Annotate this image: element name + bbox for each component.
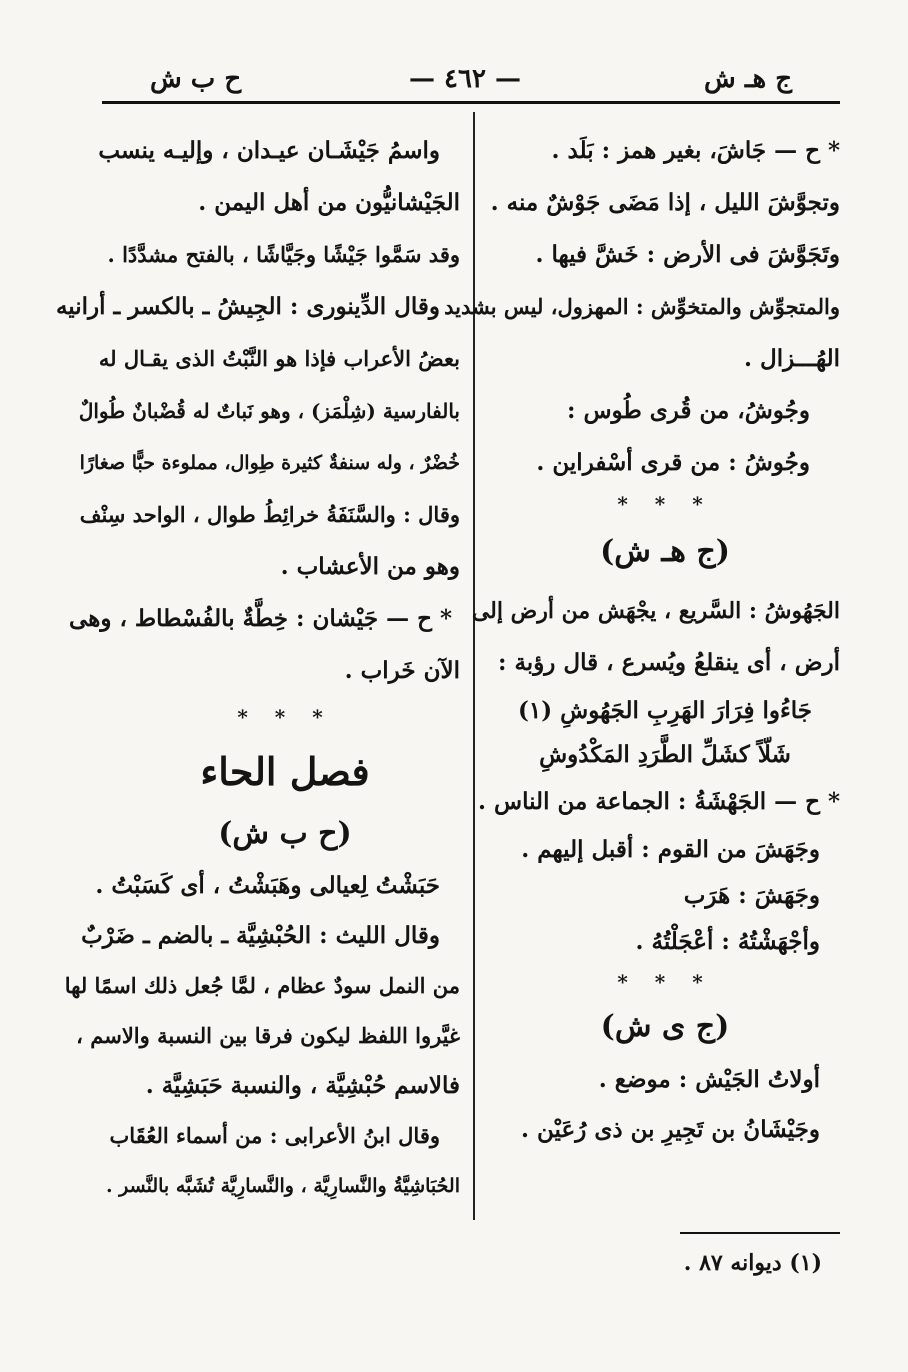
text-line: الحُبَاشِيَّةُ والنَّسارِيَّة ، والنَّسارِيَّة تُشَبَّه بالنَّسر . [105, 1175, 460, 1197]
text-line: الجَيْشانيُّون من أهل اليمن . [198, 189, 460, 216]
text-line: حَبَشْتُ لِعيالى وهَبَشْتُ ، أى كَسَبْتُ . [95, 872, 440, 899]
text-line: وجُوشُ، من قُرى طُوس : [566, 397, 810, 424]
text-line: غيَّروا اللفظ ليكون فرقا بين النسبة والاسم ، [76, 1023, 460, 1048]
text-line: وقد سَمَّوا جَيْشًا وجَيَّاشًا ، بالفتح مشدَّدًا . [107, 242, 460, 267]
text-line: أولاتُ الجَيْش : موضع . [598, 1066, 820, 1093]
text-line: وقال : والسَّنَفَةُ خرائِطُ طوال ، الواحد سِنْف [79, 502, 460, 527]
section-stars: * * * [617, 492, 713, 516]
text-line: * ح — الجَهْشَةُ : الجماعة من الناس . [478, 788, 840, 815]
entry-heading: (ج ى ش) [600, 1009, 730, 1044]
page-number: — ٤٦٢ — [408, 64, 522, 94]
header-rule [102, 101, 840, 104]
footnote: (١) ديوانه ٨٧ . [683, 1250, 822, 1276]
text-line: بعضُ الأعراب فإذا هو النَّبْتُ الذى يقـال له [98, 346, 460, 371]
left-column [55, 125, 460, 1211]
text-line: وجُوشُ : من قرى أسْفراين . [536, 449, 810, 476]
text-line: وجَهَشَ : هَرَب [683, 882, 820, 909]
text-line: وجَهَشَ من القوم : أقبل إليهم . [521, 836, 820, 863]
text-line: من النمل سودٌ عظام ، لمَّا جُعل ذلك اسمًا لها [64, 973, 460, 998]
column-divider [473, 112, 475, 1220]
header-root-left: ح ب ش [150, 64, 242, 94]
text-line: وقال الليث : الحُبْشِيَّة ـ بالضم ـ ضَرْبٌ [81, 922, 440, 949]
text-line: وتَجَوَّشَ فى الأرض : خَشَّ فيها . [535, 241, 840, 268]
text-line: واسمُ جَيْشَـان عيـدان ، وإليـه ينسب [98, 137, 440, 164]
text-line: وقال الدِّينورى : الجِيشُ ـ بالكسر ـ أرانيه [55, 293, 440, 320]
footnote-rule [680, 1232, 840, 1234]
text-line: الجَهُوشُ : السَّريع ، يجْهَش من أرض إلى [471, 598, 840, 624]
page-header [0, 60, 908, 100]
entry-heading: (ح ب ش) [218, 816, 352, 851]
text-line: وقال ابنُ الأعرابى : من أسماء العُقَاب [109, 1123, 440, 1148]
text-line: وهو من الأعشاب . [280, 553, 460, 580]
text-line: بالفارسية (شِلْمَز) ، وهو نَباتٌ له قُضْبانٌ طُوالٌ [78, 399, 460, 423]
text-line: الآن خَراب . [344, 657, 460, 684]
text-line: وجَيْشَانُ بن تَجِيرِ بن ذى رُعَيْن . [521, 1116, 820, 1143]
text-line: وتجوَّشَ الليل ، إذا مَضَى جَوْشٌ منه . [490, 189, 840, 216]
section-stars: * * * [617, 970, 713, 994]
text-line: * ح — جَيْشان : خِطَّةٌ بالفُسْطاط ، وهى [69, 605, 452, 632]
text-line: أرض ، أى ينقلعُ ويُسرع ، قال رؤبة : [497, 649, 840, 676]
text-line: * ح — جَاشَ، بغير همز : بَلَد . [551, 137, 840, 164]
text-line: خُضْرٌ ، وله سنفةٌ كثيرة طِوال، مملوءة حبًّا صغارًا [79, 452, 460, 474]
section-stars: * * * [237, 705, 333, 729]
section-title: فصل الحاء [200, 749, 370, 794]
verse-line: شَلّاً كشَلِّ الطَّرَدِ المَكْدُوشِ [539, 741, 791, 768]
text-line: والمتجوِّش والمتخوِّش : المهزول، ليس بشديد [444, 294, 840, 319]
verse-line: جَاءُوا فِرَارَ الهَرِبِ الجَهُوشِ (١) [517, 697, 813, 724]
entry-heading: (ج هـ ش) [600, 534, 730, 569]
text-line: الهُـــزال . [743, 345, 840, 372]
right-column [444, 125, 840, 1155]
header-root-right: ج هـ ش [704, 64, 792, 94]
text-line: فالاسم حُبْشِيَّة ، والنسبة حَبَشِيَّة . [145, 1072, 460, 1099]
text-line: وأجْهَشْتُهُ : أعْجَلْتُهُ . [635, 928, 820, 955]
